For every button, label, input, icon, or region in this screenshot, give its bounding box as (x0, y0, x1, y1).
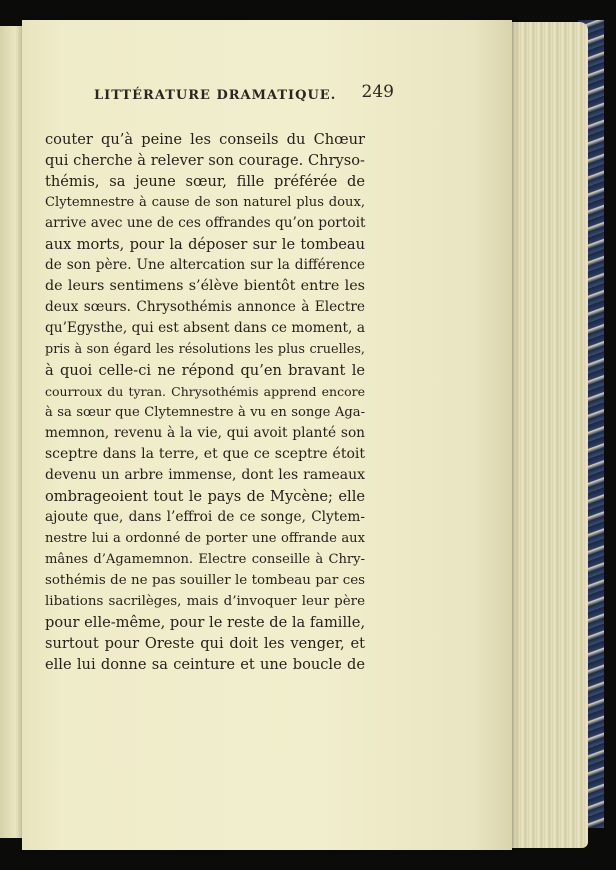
text-line: couter qu’à peine les conseils du Chœur (45, 131, 365, 148)
text-line: qui cherche à relever son courage. Chryso- (45, 152, 365, 169)
page-header (94, 82, 394, 108)
text-line: aux morts, pour la déposer sur le tombeau (45, 236, 365, 253)
body-text (45, 129, 365, 675)
text-line: arrive avec une de ces offrandes qu’on portoit (45, 215, 366, 231)
left-page-edge (0, 26, 22, 838)
text-line: Clytemnestre à cause de son naturel plus doux, (45, 195, 365, 210)
text-line: à sa sœur que Clytemnestre à vu en songe Aga- (45, 405, 365, 420)
text-line: mânes d’Agamemnon. Electre conseille à Chry- (45, 552, 365, 567)
text-line: sceptre dans la terre, et que ce sceptre étoit (45, 446, 365, 462)
text-line: devenu un arbre immense, dont les rameaux (45, 467, 365, 483)
text-line: ajoute que, dans l’effroi de ce songe, Clytem- (45, 509, 365, 525)
text-line: pour elle-même, pour le reste de la famille, (45, 614, 366, 631)
running-title: LITTÉRATURE DRAMATIQUE. (94, 88, 337, 103)
text-line: de son père. Une altercation sur la différence (45, 257, 365, 273)
page-number: 249 (361, 82, 394, 102)
text-line: libations sacrilèges, mais d’invoquer leur père (45, 594, 365, 609)
text-line: elle lui donne sa ceinture et une boucle de (45, 656, 365, 673)
text-line: sothémis de ne pas souiller le tombeau par ces (45, 573, 365, 588)
text-line: thémis, sa jeune sœur, fille préférée de (45, 173, 365, 190)
text-line: memnon, revenu à la vie, qui avoit planté son (45, 425, 365, 441)
text-line: de leurs sentimens s’élève bientôt entre les (45, 278, 365, 294)
text-line: pris à son égard les résolutions les plus cruelles, (45, 342, 365, 357)
text-line: qu’Egysthe, qui est absent dans ce moment, a (45, 320, 365, 336)
text-line: deux sœurs. Chrysothémis annonce à Electre (45, 299, 365, 315)
text-line: surtout pour Oreste qui doit les venger, et (45, 635, 365, 652)
text-line: ombrageoient tout le pays de Mycène; elle (45, 488, 365, 505)
text-line: courroux du tyran. Chrysothémis apprend encore (45, 384, 365, 399)
text-line: à quoi celle-ci ne répond qu’en bravant le (45, 362, 365, 379)
text-line: nestre lui a ordonné de porter une offrande aux (45, 531, 365, 546)
